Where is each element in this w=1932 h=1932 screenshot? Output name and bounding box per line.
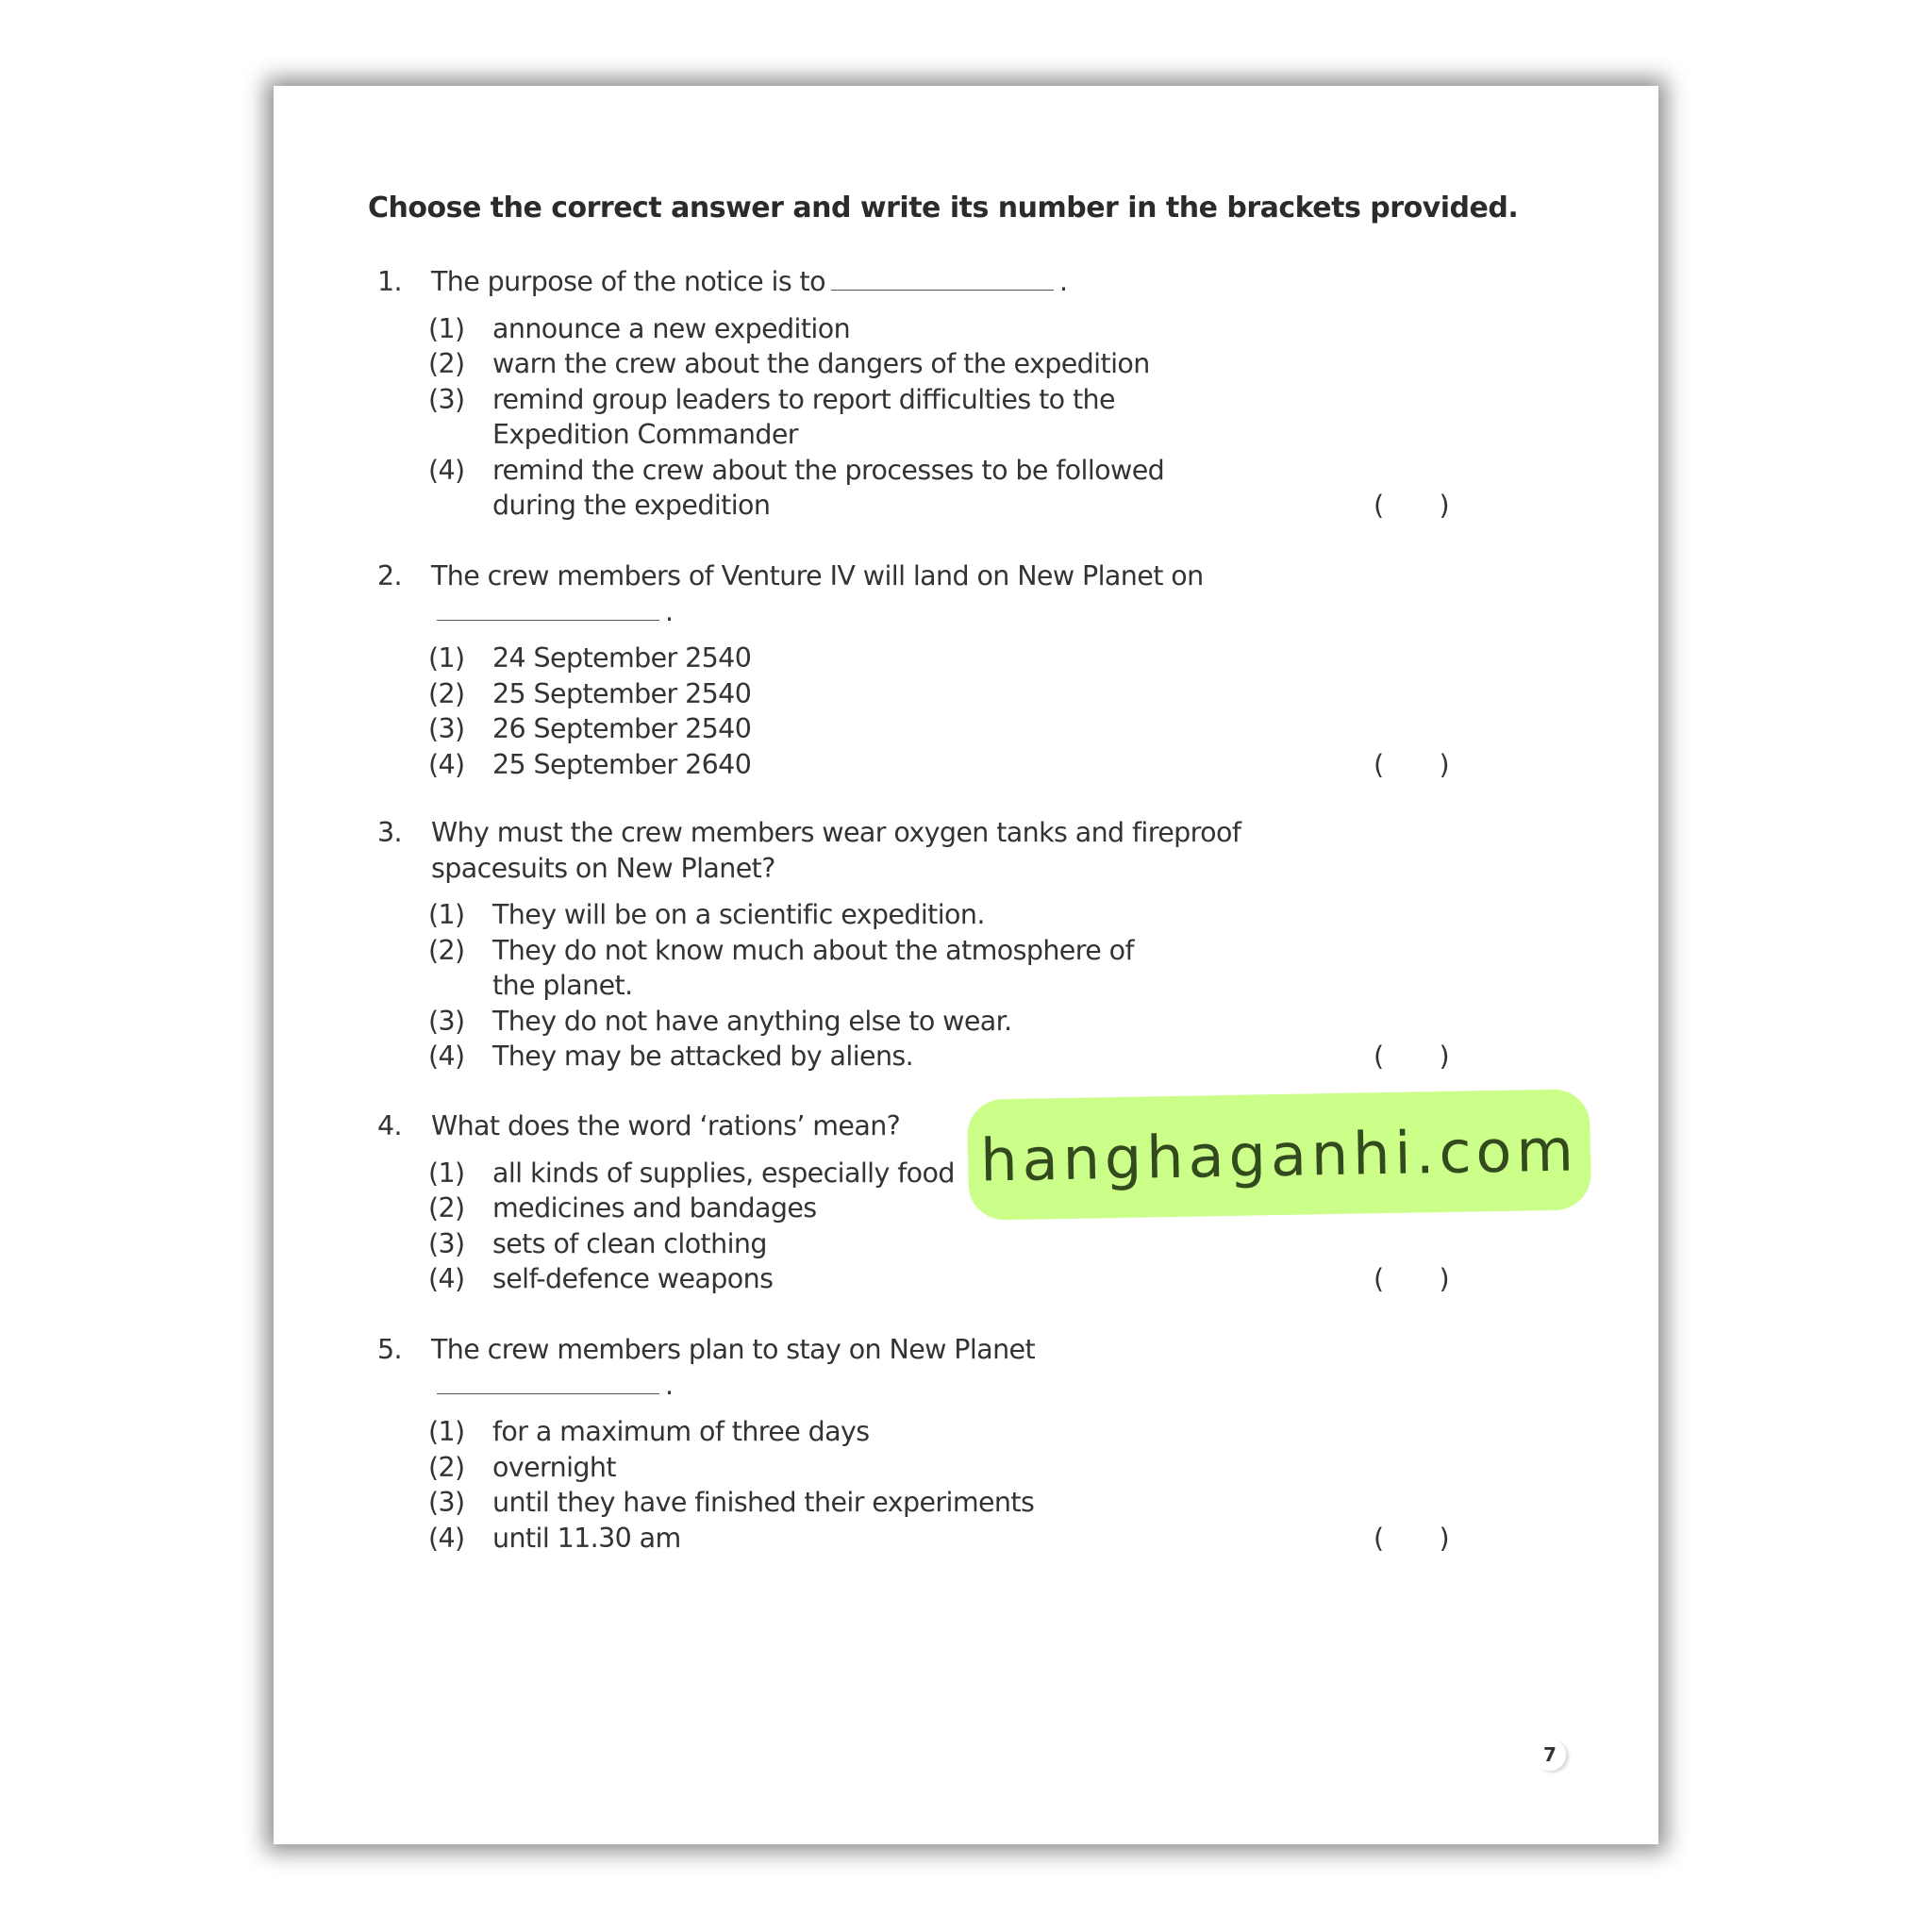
option-number: (3) <box>428 1005 465 1037</box>
option-2 <box>428 1450 1491 1486</box>
option-text: They do not have anything else to wear. <box>492 1005 1012 1037</box>
close-bracket: ) <box>1439 1041 1449 1072</box>
question-text-content: Why must the crew members wear oxygen tanks and fireproof spacesuits on New Planet? <box>431 817 1241 884</box>
close-bracket: ) <box>1439 748 1449 780</box>
option-4 <box>428 1261 1491 1297</box>
open-bracket: ( <box>1374 1522 1384 1554</box>
question-text <box>431 815 1252 886</box>
option-1 <box>428 897 1491 933</box>
option-text: 25 September 2540 <box>492 677 752 709</box>
option-3 <box>428 1485 1491 1521</box>
option-1 <box>428 311 1491 347</box>
option-3 <box>428 1226 1491 1262</box>
question-number: 3. <box>377 817 402 848</box>
option-text: 24 September 2540 <box>492 642 752 674</box>
option-text: until 11.30 am <box>492 1522 681 1554</box>
option-text: They may be attacked by aliens. <box>492 1041 914 1072</box>
question-5 <box>377 1332 1491 1556</box>
option-text: They will be on a scientific expedition. <box>492 899 985 930</box>
question-suffix: . <box>665 595 674 627</box>
instructions-heading: Choose the correct answer and write its number in the brackets provided. <box>368 192 1519 225</box>
option-number: (2) <box>428 1451 465 1483</box>
question-number: 1. <box>377 266 402 297</box>
answer-brackets[interactable] <box>1374 1261 1449 1297</box>
option-4 <box>428 1521 1491 1557</box>
option-3 <box>428 1004 1491 1040</box>
option-1 <box>428 1414 1491 1450</box>
question-text <box>431 558 1205 629</box>
watermark-text: hanghaganhi.com <box>979 1114 1579 1195</box>
option-4 <box>428 747 1491 783</box>
answer-brackets[interactable] <box>1374 1521 1449 1557</box>
option-number: (2) <box>428 934 465 966</box>
answer-blank <box>437 599 659 621</box>
question-1 <box>377 264 1491 524</box>
open-bracket: ( <box>1374 748 1384 780</box>
option-text: sets of clean clothing <box>492 1227 767 1259</box>
open-bracket: ( <box>1374 490 1384 521</box>
option-number: (3) <box>428 383 465 415</box>
question-2 <box>377 558 1491 782</box>
option-number: (4) <box>428 748 465 780</box>
answer-brackets[interactable] <box>1374 747 1449 783</box>
answer-blank <box>831 269 1054 291</box>
answer-brackets[interactable] <box>1374 1039 1449 1074</box>
question-suffix: . <box>1058 266 1068 297</box>
option-text: announce a new expedition <box>492 312 851 344</box>
option-number: (3) <box>428 713 465 744</box>
question-text-content: The purpose of the notice is to <box>431 266 825 297</box>
option-4 <box>428 453 1491 524</box>
question-text-content: The crew members of Venture IV will land on New Planet on <box>431 560 1204 591</box>
option-3 <box>428 711 1491 747</box>
question-number: 2. <box>377 560 402 591</box>
option-number: (2) <box>428 348 465 379</box>
option-text: They do not know much about the atmosphere of the planet. <box>492 934 1134 1001</box>
option-1 <box>428 641 1491 676</box>
option-4 <box>428 1039 1491 1074</box>
option-number: (4) <box>428 1263 465 1294</box>
option-text: medicines and bandages <box>492 1192 817 1224</box>
option-number: (3) <box>428 1487 465 1518</box>
close-bracket: ) <box>1439 1263 1449 1294</box>
option-text: until they have finished their experiments <box>492 1487 1035 1518</box>
option-text: self-defence weapons <box>492 1263 774 1294</box>
answer-blank <box>437 1373 659 1394</box>
option-text: warn the crew about the dangers of the expedition <box>492 348 1150 379</box>
page-number: 7 <box>1534 1739 1566 1771</box>
option-number: (4) <box>428 454 465 486</box>
option-text: all kinds of supplies, especially food <box>492 1157 955 1189</box>
open-bracket: ( <box>1374 1263 1384 1294</box>
option-number: (3) <box>428 1227 465 1259</box>
option-number: (1) <box>428 312 465 344</box>
option-number: (1) <box>428 642 465 674</box>
answer-brackets[interactable] <box>1374 488 1449 524</box>
option-number: (4) <box>428 1041 465 1072</box>
close-bracket: ) <box>1439 490 1449 521</box>
option-text: for a maximum of three days <box>492 1416 870 1447</box>
option-2 <box>428 676 1491 712</box>
watermark-badge <box>967 1089 1591 1220</box>
question-3 <box>377 815 1491 1074</box>
close-bracket: ) <box>1439 1522 1449 1554</box>
question-text-content: The crew members plan to stay on New Planet <box>431 1334 1036 1365</box>
option-text: remind the crew about the processes to be followed during the expedition <box>492 454 1165 521</box>
option-2 <box>428 933 1491 1004</box>
option-number: (1) <box>428 899 465 930</box>
question-text-content: What does the word ‘rations’ mean? <box>431 1110 901 1141</box>
option-number: (2) <box>428 1192 465 1224</box>
option-2 <box>428 346 1491 382</box>
question-number: 4. <box>377 1110 402 1141</box>
option-text: overnight <box>492 1451 616 1483</box>
question-suffix: . <box>665 1369 674 1401</box>
option-number: (4) <box>428 1522 465 1554</box>
open-bracket: ( <box>1374 1041 1384 1072</box>
option-number: (2) <box>428 677 465 709</box>
option-text: 26 September 2540 <box>492 713 752 744</box>
option-text: 25 September 2640 <box>492 748 752 780</box>
option-3 <box>428 382 1491 453</box>
option-number: (1) <box>428 1416 465 1447</box>
question-text <box>431 1332 1205 1403</box>
option-text: remind group leaders to report difficulties to the Expedition Commander <box>492 383 1115 450</box>
option-number: (1) <box>428 1157 465 1189</box>
question-text <box>431 264 1205 300</box>
question-number: 5. <box>377 1334 402 1365</box>
